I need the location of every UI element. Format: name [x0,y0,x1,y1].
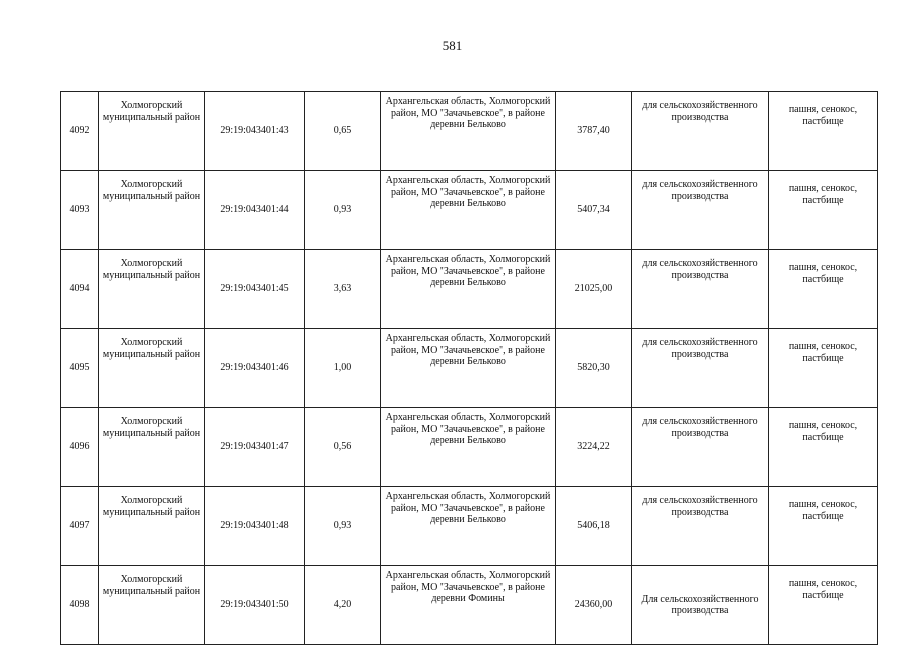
row-number-cell: 4097 [61,487,99,566]
area-cell: 0,65 [305,92,381,171]
district-cell: Холмогорский муниципальный район [99,566,205,645]
table-row [61,487,878,566]
cadastral-value-cell: 24360,00 [556,566,632,645]
land-plot-table [60,91,878,645]
permitted-use-cell: для сельскохозяйственного производства [632,329,769,408]
area-cell: 0,56 [305,408,381,487]
area-cell: 1,00 [305,329,381,408]
address-cell: Архангельская область, Холмогорский район, МО "Зачачьевское", в районе деревни Бельково [381,171,556,250]
district-cell: Холмогорский муниципальный район [99,329,205,408]
page-number: 581 [442,38,463,53]
district-cell: Холмогорский муниципальный район [99,92,205,171]
cadastral-value-cell: 3224,22 [556,408,632,487]
land-type-cell: пашня, сенокос, пастбище [769,171,878,250]
cadastral-number-cell: 29:19:043401:43 [205,92,305,171]
address-cell: Архангельская область, Холмогорский район, МО "Зачачьевское", в районе деревни Бельково [381,250,556,329]
row-number-cell: 4093 [61,171,99,250]
address-cell: Архангельская область, Холмогорский район, МО "Зачачьевское", в районе деревни Бельково [381,92,556,171]
table-row [61,329,878,408]
land-type-cell: пашня, сенокос, пастбище [769,250,878,329]
row-number-cell: 4094 [61,250,99,329]
row-number-cell: 4096 [61,408,99,487]
cadastral-number-cell: 29:19:043401:46 [205,329,305,408]
district-cell: Холмогорский муниципальный район [99,171,205,250]
table-row [61,92,878,171]
land-type-cell: пашня, сенокос, пастбище [769,408,878,487]
address-cell: Архангельская область, Холмогорский район, МО "Зачачьевское", в районе деревни Бельково [381,408,556,487]
cadastral-number-cell: 29:19:043401:44 [205,171,305,250]
district-cell: Холмогорский муниципальный район [99,250,205,329]
table-row [61,566,878,645]
cadastral-number-cell: 29:19:043401:50 [205,566,305,645]
area-cell: 0,93 [305,171,381,250]
cadastral-value-cell: 5406,18 [556,487,632,566]
land-type-cell: пашня, сенокос, пастбище [769,92,878,171]
cadastral-value-cell: 3787,40 [556,92,632,171]
cadastral-number-cell: 29:19:043401:45 [205,250,305,329]
address-cell: Архангельская область, Холмогорский район, МО "Зачачьевское", в районе деревни Бельково [381,487,556,566]
row-number-cell: 4098 [61,566,99,645]
cadastral-value-cell: 5820,30 [556,329,632,408]
district-cell: Холмогорский муниципальный район [99,487,205,566]
cadastral-value-cell: 5407,34 [556,171,632,250]
row-number-cell: 4095 [61,329,99,408]
cadastral-number-cell: 29:19:043401:47 [205,408,305,487]
cadastral-number-cell: 29:19:043401:48 [205,487,305,566]
permitted-use-cell: Для сельскохозяйственного производства [632,566,769,645]
land-type-cell: пашня, сенокос, пастбище [769,329,878,408]
address-cell: Архангельская область, Холмогорский район, МО "Зачачьевское", в районе деревни Бельково [381,329,556,408]
area-cell: 0,93 [305,487,381,566]
permitted-use-cell: для сельскохозяйственного производства [632,408,769,487]
district-cell: Холмогорский муниципальный район [99,408,205,487]
permitted-use-cell: для сельскохозяйственного производства [632,487,769,566]
permitted-use-cell: для сельскохозяйственного производства [632,92,769,171]
cadastral-value-cell: 21025,00 [556,250,632,329]
table-row [61,250,878,329]
permitted-use-cell: для сельскохозяйственного производства [632,171,769,250]
area-cell: 3,63 [305,250,381,329]
table-row [61,171,878,250]
land-type-cell: пашня, сенокос, пастбище [769,487,878,566]
land-type-cell: пашня, сенокос, пастбище [769,566,878,645]
table-row [61,408,878,487]
permitted-use-cell: для сельскохозяйственного производства [632,250,769,329]
row-number-cell: 4092 [61,92,99,171]
address-cell: Архангельская область, Холмогорский район, МО "Зачачьевское", в районе деревни Фомины [381,566,556,645]
area-cell: 4,20 [305,566,381,645]
